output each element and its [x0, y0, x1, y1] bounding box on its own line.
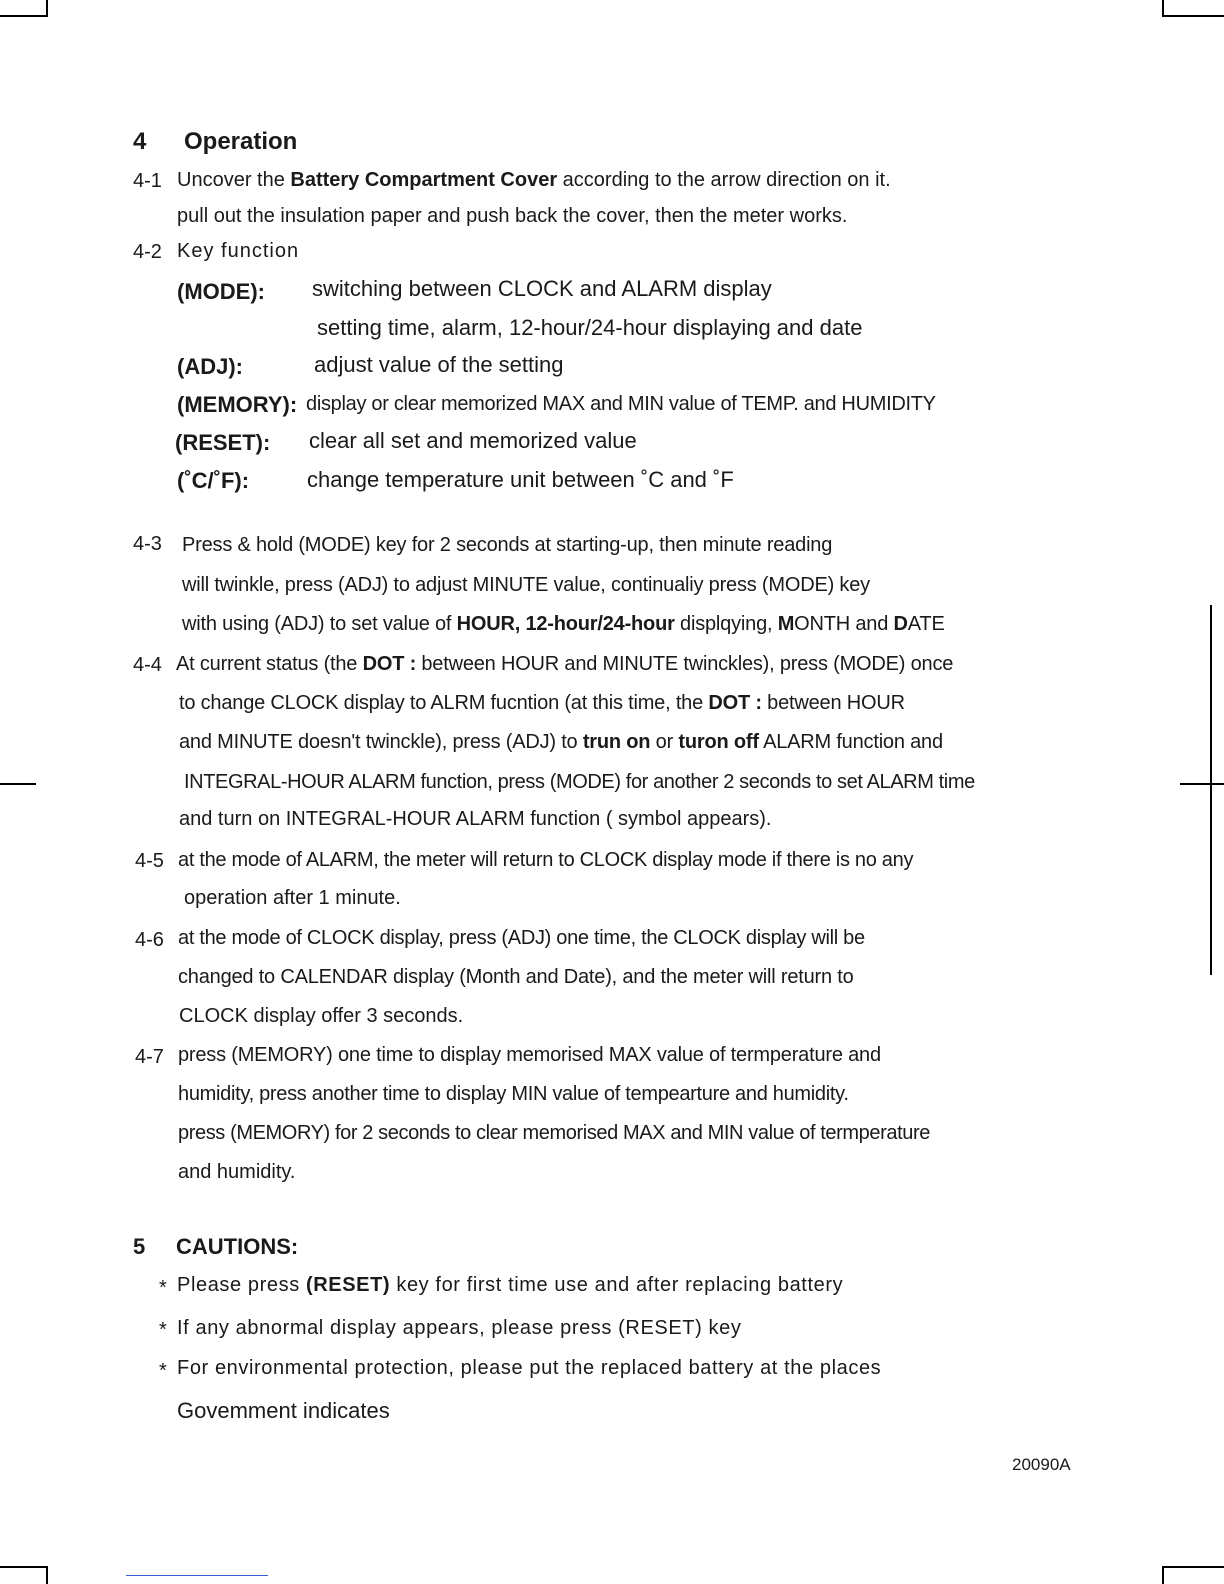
crop-mark — [1162, 1566, 1164, 1584]
key-label-memory: (MEMORY): — [177, 392, 298, 417]
blue-underline — [126, 1575, 268, 1576]
text: between HOUR — [761, 692, 905, 714]
key-desc: adjust value of the setting — [314, 352, 564, 377]
key-desc: display or clear memorized MAX and MIN value of TEMP. and HUMIDITY — [306, 393, 936, 415]
bold-text: HOUR, 12-hour/24-hour — [456, 613, 675, 635]
crop-mark — [46, 0, 48, 16]
text: ONTH and — [794, 613, 894, 635]
bold-text: D — [893, 613, 908, 635]
item-number: 4-3 — [133, 533, 162, 555]
item-number: 4-5 — [135, 850, 164, 872]
bullet: * — [159, 1360, 167, 1382]
bold-text: M — [777, 613, 795, 635]
text: to change CLOCK display to ALRM fucntion (at this time, the — [179, 692, 709, 714]
key-function-title: Key function — [177, 240, 300, 262]
text: ALARM function and — [758, 731, 943, 753]
crop-mark — [0, 15, 48, 17]
item-number: 4-4 — [133, 654, 162, 676]
bullet: * — [159, 1277, 167, 1299]
caution-line — [177, 1274, 843, 1297]
bold-text: (RESET) — [305, 1274, 391, 1296]
item-number: 4-1 — [133, 170, 162, 192]
crop-mark — [1162, 0, 1164, 16]
key-desc: clear all set and memorized value — [309, 428, 637, 453]
item-line: pull out the insulation paper and push back the cover, then the meter works. — [177, 205, 848, 227]
crop-mark — [0, 783, 36, 785]
text: and MINUTE doesn't twinckle), press (ADJ) to — [179, 731, 583, 753]
item-line — [182, 613, 945, 636]
section-4-number: 4 — [133, 128, 147, 155]
crop-mark — [0, 1566, 48, 1568]
section-5-number: 5 — [133, 1234, 146, 1259]
text: Uncover the — [177, 169, 291, 191]
item-line: humidity, press another time to display MIN value of tempearture and humidity. — [178, 1083, 849, 1105]
text: with using (ADJ) to set value of — [182, 613, 457, 635]
key-label-adj: (ADJ): — [177, 354, 243, 379]
item-number: 4-2 — [133, 241, 162, 263]
text: key for first time use and after replacing battery — [390, 1274, 844, 1296]
item-number: 4-7 — [135, 1046, 164, 1068]
section-4-title: Operation — [184, 128, 298, 155]
text: according to the arrow direction on it. — [557, 169, 891, 191]
bullet: * — [159, 1319, 167, 1341]
caution-line: For environmental protection, please put the replaced battery at the places — [177, 1357, 882, 1379]
crop-mark — [1162, 15, 1224, 17]
item-line: operation after 1 minute. — [184, 887, 401, 909]
key-desc: switching between CLOCK and ALARM display — [312, 276, 772, 301]
item-line: at the mode of CLOCK display, press (ADJ) one time, the CLOCK display will be — [178, 927, 865, 949]
item-number: 4-6 — [135, 929, 164, 951]
bold-text: turon off — [678, 731, 759, 753]
item-line: press (MEMORY) one time to display memorised MAX value of termperature and — [178, 1044, 881, 1066]
text: between HOUR and MINUTE twinckles), press (MODE) once — [416, 653, 954, 675]
item-line: will twinkle, press (ADJ) to adjust MINUTE value, continualiy press (MODE) key — [182, 574, 870, 596]
item-line: changed to CALENDAR display (Month and Date), and the meter will return to — [178, 966, 854, 988]
item-line — [179, 692, 905, 715]
key-desc: change temperature unit between ˚C and ˚F — [307, 467, 734, 492]
bold-text: DOT : — [362, 653, 417, 675]
crop-mark — [1180, 783, 1224, 785]
bold-text: trun on — [582, 731, 651, 753]
item-line — [177, 169, 891, 192]
caution-line: Govemment indicates — [177, 1398, 390, 1423]
text: Please press — [177, 1274, 306, 1296]
crop-mark — [1210, 605, 1212, 975]
key-label-reset: (RESET): — [175, 430, 271, 455]
caution-line: If any abnormal display appears, please press (RESET) key — [177, 1317, 742, 1339]
item-line: and humidity. — [178, 1161, 296, 1183]
text: or — [650, 731, 679, 753]
item-line: INTEGRAL-HOUR ALARM function, press (MODE) for another 2 seconds to set ALARM time — [184, 771, 975, 793]
key-desc: setting time, alarm, 12-hour/24-hour displaying and date — [317, 315, 863, 340]
text: displqying, — [674, 613, 778, 635]
crop-mark — [1162, 1566, 1224, 1568]
item-line — [176, 653, 953, 676]
item-line: and turn on INTEGRAL-HOUR ALARM function ( symbol appears). — [179, 808, 772, 830]
item-line — [179, 731, 943, 754]
section-5-title: CAUTIONS: — [176, 1234, 299, 1259]
key-label-mode: (MODE): — [177, 279, 265, 304]
item-line: Press & hold (MODE) key for 2 seconds at starting-up, then minute reading — [182, 534, 833, 556]
item-line: CLOCK display offer 3 seconds. — [179, 1005, 464, 1027]
item-line: press (MEMORY) for 2 seconds to clear memorised MAX and MIN value of termperature — [178, 1122, 930, 1144]
text: ATE — [907, 613, 945, 635]
text: At current status (the — [176, 653, 363, 675]
key-label-unit: (˚C/˚F): — [177, 468, 250, 493]
bold-text: DOT : — [708, 692, 762, 714]
crop-mark — [46, 1566, 48, 1584]
item-line: at the mode of ALARM, the meter will return to CLOCK display mode if there is no any — [178, 849, 914, 871]
bold-text: Battery Compartment Cover — [290, 169, 558, 191]
document-code: 20090A — [1012, 1455, 1071, 1474]
